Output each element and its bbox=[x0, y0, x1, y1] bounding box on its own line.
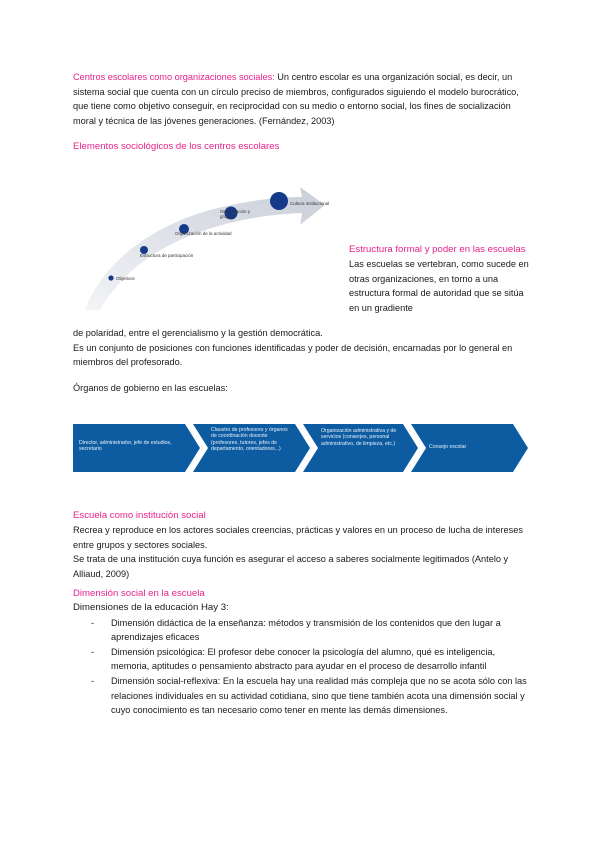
dimension-title: Dimensión social en la escuela bbox=[73, 588, 205, 599]
bubble-dot bbox=[270, 192, 288, 210]
list-item bbox=[73, 674, 533, 718]
institucion-body-2: Se trata de una institución cuya función es asegurar el acceso a saberes socialmente legitimados (Antelo y Alliaud, 2009) bbox=[73, 554, 509, 579]
institucion-body-1: Recrea y reproduce en los actores sociales creencias, prácticas y valores en un proceso de lucha de intereses entre grupos y sectores sociales. bbox=[73, 525, 523, 550]
arrow-shape bbox=[85, 187, 325, 310]
chevron-label: Claustro de profesores y órganos de coordinación docente (profesores, tutores, jefes de departamento, orientadores...) bbox=[211, 427, 288, 453]
intro-paragraph bbox=[73, 70, 533, 128]
estructura-continuation bbox=[73, 326, 533, 370]
institucion-section bbox=[73, 509, 533, 581]
list-item bbox=[73, 645, 533, 674]
bubble-label: Cultura institucional bbox=[290, 201, 330, 206]
dimension-subtitle: Dimensiones de la educación Hay 3: bbox=[73, 602, 229, 613]
list-item-text: Dimensión psicológica: El profesor debe conocer la psicología del alumno, qué es inteligencia, memoria, aptitudes o pensamiento abstracto para ayudar en el proceso de desarrollo infantil bbox=[111, 646, 496, 672]
elements-heading: Elementos sociológicos de los centros escolares bbox=[73, 141, 280, 152]
estructura-body: Las escuelas se vertebran, como sucede en otras organizaciones, en torno a una estructura formal de autoridad que se sitúa en un gradiente bbox=[349, 259, 529, 313]
estructura-title: Estructura formal y poder en las escuelas bbox=[349, 244, 526, 255]
chevron-label: Director, administrador, jefe de estudios, secretario bbox=[79, 440, 172, 453]
bubble-label: Organización y grupos bbox=[220, 209, 251, 219]
organos-diagram bbox=[73, 424, 528, 472]
chevron-label: Organización administrativa y de servicios (conserjes, personal administrativo, de limpieza, etc.) bbox=[321, 428, 397, 447]
estructura-body-3: Es un conjunto de posiciones con funciones identificadas y poder de decisión, encarnadas por lo general en miembros del profesorado. bbox=[73, 342, 513, 368]
dimension-section bbox=[73, 587, 533, 718]
list-dash: - bbox=[91, 617, 95, 628]
estructura-block bbox=[349, 243, 534, 315]
list-item bbox=[73, 616, 533, 645]
intro-title: Centros escolares como organizaciones sociales: bbox=[73, 72, 275, 82]
bubble-label: Estructura de participación bbox=[140, 253, 194, 258]
organos-heading: Órganos de gobierno en las escuelas: bbox=[73, 383, 228, 393]
list-dash: - bbox=[91, 675, 95, 686]
chevron-label: Consejo escolar bbox=[429, 444, 467, 450]
bubble-label: Organización de la actividad bbox=[175, 231, 232, 236]
bubble-label: Objetivos bbox=[116, 276, 135, 281]
institucion-title: Escuela como institución social bbox=[73, 510, 206, 521]
elements-diagram bbox=[80, 185, 340, 315]
estructura-body-2: de polaridad, entre el gerencialismo y la gestión democrática. bbox=[73, 328, 323, 338]
bubble-dot bbox=[108, 275, 113, 280]
list-item-text: Dimensión didáctica de la enseñanza: métodos y transmisión de los contenidos que den lugar a aprendizajes eficaces bbox=[111, 617, 501, 643]
intro-body: Un centro escolar es una organización social, es decir, un sistema social que cuenta con un círculo preciso de miembros, configurados siguiendo el modelo burocrático, que tiene como objetivo conseguir, en reciprocidad con su medio o entorno social, los fines de socialización moral y técnica de las jóvenes generaciones. (Fernández, 2003) bbox=[73, 72, 519, 126]
list-dash: - bbox=[91, 646, 95, 657]
dimension-list bbox=[73, 616, 533, 718]
list-item-text: Dimensión social-reflexiva: En la escuela hay una realidad más compleja que no se acota sólo con las relaciones individuales en su actividad cotidiana, sino que tiene también acota una dimensión social y cuyo conocimiento es tan necesario como tener en mente las demás dimensiones. bbox=[111, 675, 527, 716]
